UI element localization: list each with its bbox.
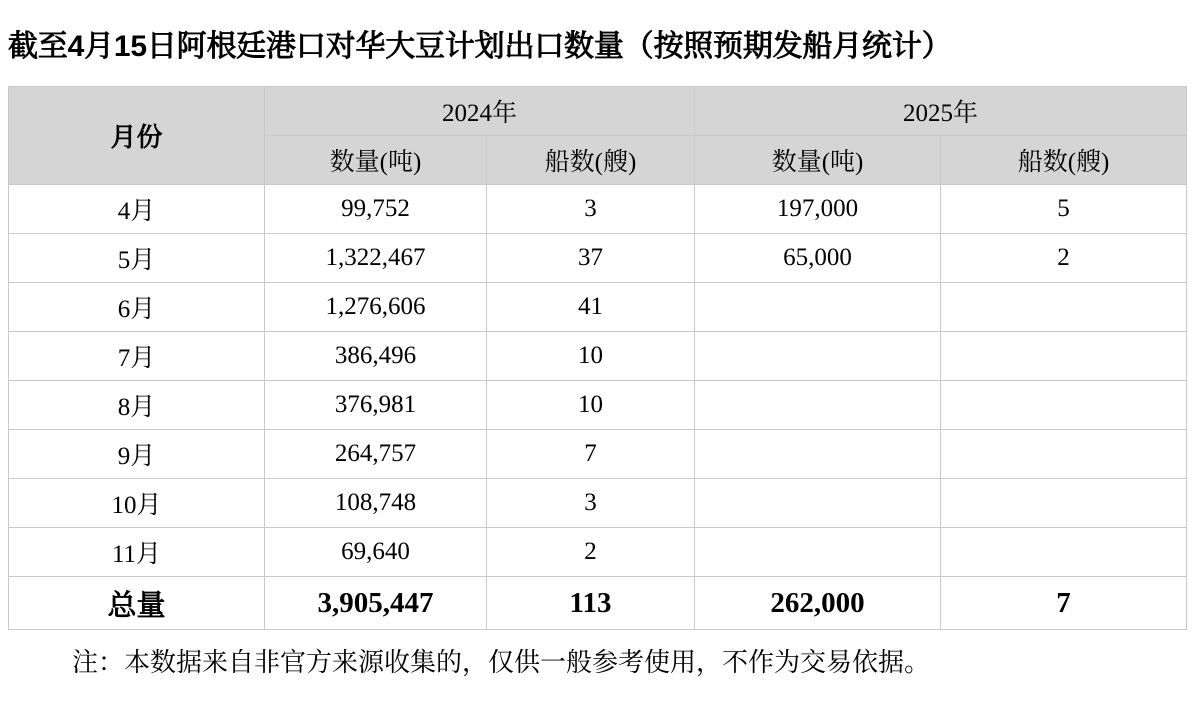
cell-ships-2024: 10: [487, 381, 695, 430]
cell-ships-2025: [941, 283, 1187, 332]
table-total-row: [9, 577, 1187, 630]
cell-ships-2025: 5: [941, 185, 1187, 234]
cell-month: 10月: [9, 479, 265, 528]
cell-total-ships-2024: 113: [487, 577, 695, 630]
table-row: [9, 185, 1187, 234]
table-row: [9, 381, 1187, 430]
table-row: [9, 479, 1187, 528]
cell-qty-2024: 1,322,467: [265, 234, 487, 283]
header-qty-2025: 数量(吨): [695, 136, 941, 185]
cell-qty-2024: 376,981: [265, 381, 487, 430]
cell-total-qty-2024: 3,905,447: [265, 577, 487, 630]
cell-qty-2024: 386,496: [265, 332, 487, 381]
cell-qty-2024: 108,748: [265, 479, 487, 528]
cell-qty-2025: [695, 430, 941, 479]
cell-month: 11月: [9, 528, 265, 577]
cell-ships-2025: [941, 479, 1187, 528]
header-year-2024: 2024年: [265, 87, 695, 136]
cell-qty-2025: 197,000: [695, 185, 941, 234]
header-qty-2024: 数量(吨): [265, 136, 487, 185]
cell-ships-2024: 3: [487, 185, 695, 234]
header-month-cell: [9, 87, 265, 185]
table-row: [9, 528, 1187, 577]
header-year-2025: 2025年: [695, 87, 1187, 136]
table-row: [9, 430, 1187, 479]
cell-ships-2025: [941, 430, 1187, 479]
cell-qty-2024: 1,276,606: [265, 283, 487, 332]
table-header-year-row: [9, 87, 1187, 136]
cell-ships-2024: 2: [487, 528, 695, 577]
table-row: [9, 332, 1187, 381]
cell-total-label: 总量: [9, 577, 265, 630]
cell-month: 4月: [9, 185, 265, 234]
page-title: 截至4月15日阿根廷港口对华大豆计划出口数量（按照预期发船月统计）: [8, 30, 952, 63]
cell-qty-2025: [695, 479, 941, 528]
header-month-label: 月份: [110, 123, 163, 152]
table-body: [9, 185, 1187, 630]
cell-total-qty-2025: 262,000: [695, 577, 941, 630]
cell-qty-2025: [695, 528, 941, 577]
header-ships-2024: 船数(艘): [487, 136, 695, 185]
cell-ships-2024: 10: [487, 332, 695, 381]
table-header: [9, 87, 1187, 185]
cell-qty-2025: [695, 332, 941, 381]
cell-qty-2025: [695, 283, 941, 332]
soybean-export-table: [8, 86, 1187, 630]
cell-qty-2024: 264,757: [265, 430, 487, 479]
cell-month: 5月: [9, 234, 265, 283]
cell-qty-2024: 99,752: [265, 185, 487, 234]
cell-ships-2024: 41: [487, 283, 695, 332]
table-row: [9, 234, 1187, 283]
table-row: [9, 283, 1187, 332]
cell-qty-2025: 65,000: [695, 234, 941, 283]
cell-ships-2024: 37: [487, 234, 695, 283]
cell-month: 7月: [9, 332, 265, 381]
cell-ships-2024: 3: [487, 479, 695, 528]
cell-ships-2025: 2: [941, 234, 1187, 283]
cell-ships-2025: [941, 332, 1187, 381]
table-footnote: 注：本数据来自非官方来源收集的，仅供一般参考使用，不作为交易依据。: [72, 648, 931, 677]
cell-total-ships-2025: 7: [941, 577, 1187, 630]
cell-month: 9月: [9, 430, 265, 479]
cell-qty-2024: 69,640: [265, 528, 487, 577]
cell-qty-2025: [695, 381, 941, 430]
cell-ships-2025: [941, 381, 1187, 430]
cell-ships-2024: 7: [487, 430, 695, 479]
header-ships-2025: 船数(艘): [941, 136, 1187, 185]
cell-month: 6月: [9, 283, 265, 332]
cell-month: 8月: [9, 381, 265, 430]
cell-ships-2025: [941, 528, 1187, 577]
